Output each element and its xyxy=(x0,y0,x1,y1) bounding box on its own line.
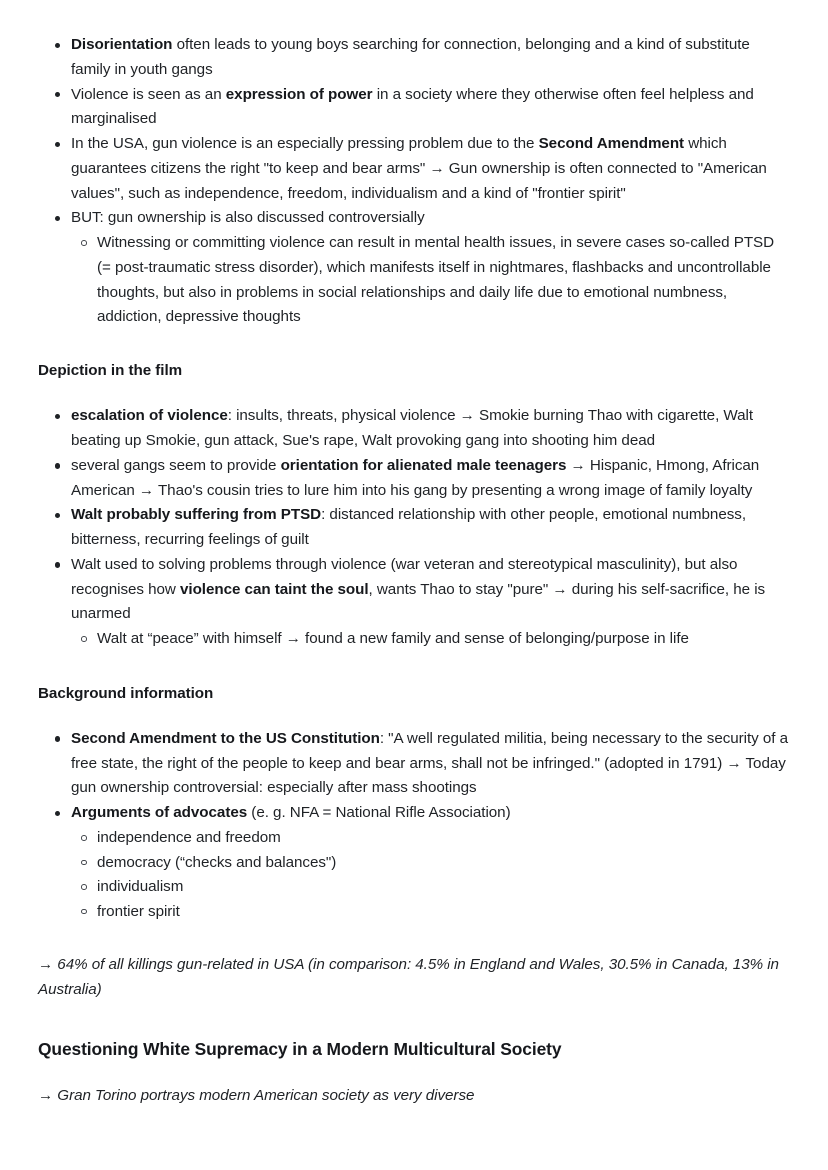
heading-depiction-in-the-film: Depiction in the film xyxy=(38,362,183,380)
text-run: , wants Thao to stay "pure" → during his self-sacrifice, he is unarmed xyxy=(71,580,766,623)
bold-run: violence can taint the soul xyxy=(180,580,369,598)
text-run: often leads to young boys searching for connection, belonging and a kind of substitute family in youth gangs xyxy=(71,36,750,78)
bullet-escalation-of-violence xyxy=(38,404,790,454)
bullet-ptsd-mental-health xyxy=(38,231,790,330)
text-run: which guarantees citizens the right "to keep and bear arms" → Gun ownership is often connected to "American values", such as independence, freedom, individualism and a kind of "frontier spirit" xyxy=(71,135,767,202)
bold-run: Arguments of advocates xyxy=(71,804,248,822)
bold-run: orientation for alienated male teenagers xyxy=(280,456,567,474)
note-gun-killing-statistics: → 64% of all killings gun-related in USA (in comparison: 4.5% in England and Wales, 30.5% in Canada, 13% in Australia) xyxy=(38,956,779,999)
list-background-information xyxy=(38,727,790,925)
text-run: BUT: gun ownership is also discussed controversially xyxy=(71,209,425,227)
text-run: (e. g. NFA = National Rifle Association) xyxy=(247,804,511,822)
text-run: Walt at “peace” with himself → found a new family and sense of belonging/purpose in life xyxy=(97,630,689,648)
text-run: → Hispanic, Hmong, African American → Thao's cousin tries to lure him into his gang by presenting a wrong image of family loyalty xyxy=(71,456,760,499)
bold-run: Second Amendment to the US Constitution xyxy=(71,729,380,747)
bold-run: expression of power xyxy=(225,85,373,103)
bold-run: Disorientation xyxy=(71,36,173,53)
heading-background-information: Background information xyxy=(38,684,214,702)
document-content xyxy=(38,33,790,1109)
text-run: individualism xyxy=(97,878,184,896)
text-run: Violence is seen as an xyxy=(71,85,226,103)
bold-run: escalation of violence xyxy=(71,407,228,425)
note-gran-torino-diverse: → Gran Torino portrays modern American society as very diverse xyxy=(38,1086,475,1104)
bullet-expression-of-power xyxy=(38,83,790,133)
list-depiction-in-the-film xyxy=(38,404,790,652)
text-run: in a society where they otherwise often feel helpless and marginalised xyxy=(71,85,754,128)
bullet-walt-at-peace xyxy=(38,627,790,652)
text-run: democracy (“checks and balances") xyxy=(97,853,337,871)
bullet-independence-and-freedom xyxy=(38,826,790,851)
bullet-walt-violence-taint-soul xyxy=(38,553,790,627)
list-violence-causes xyxy=(38,33,790,330)
text-run: Walt used to solving problems through violence (war veteran and stereotypical masculinity), but also recognises how xyxy=(71,555,738,598)
bullet-gangs-orientation xyxy=(38,454,790,504)
text-run: In the USA, gun violence is an especially pressing problem due to the xyxy=(71,135,539,153)
bullet-second-amendment-text xyxy=(38,727,790,801)
bullet-arguments-of-advocates xyxy=(38,801,790,826)
text-run: : distanced relationship with other people, emotional numbness, bitterness, recurring feelings of guilt xyxy=(71,506,746,549)
bullet-disorientation xyxy=(38,33,790,83)
text-run: Witnessing or committing violence can result in mental health issues, in severe cases so-called PTSD (= post-traumatic stress disorder), which manifests itself in nightmares, flashbacks and uncontrollable thoughts, but also in problems in social relationships and daily life due to emotional numbness, addiction, depressive thoughts xyxy=(97,234,775,326)
heading-questioning-white-supremacy: Questioning White Supremacy in a Modern Multicultural Society xyxy=(38,1038,562,1059)
bold-run: Second Amendment xyxy=(538,135,685,153)
bullet-second-amendment-usa xyxy=(38,132,790,206)
bullet-individualism xyxy=(38,875,790,900)
bullet-gun-ownership-controversial xyxy=(38,206,790,231)
text-run: independence and freedom xyxy=(97,828,281,846)
bold-run: Walt probably suffering from PTSD xyxy=(71,506,322,524)
text-run: several gangs seem to provide xyxy=(71,456,281,474)
text-run: frontier spirit xyxy=(97,902,180,920)
bullet-walt-ptsd xyxy=(38,503,790,553)
text-run: : "A well regulated militia, being necessary to the security of a free state, the right of the people to keep and bear arms, shall not be infringed." (adopted in 1791) → Today gun ownership controversial: especially after mass shootings xyxy=(71,729,789,797)
bullet-democracy-checks-and-balances xyxy=(38,851,790,876)
text-run: : insults, threats, physical violence → Smokie burning Thao with cigarette, Walt beating up Smokie, gun attack, Sue's rape, Walt provoking gang into shooting him dead xyxy=(71,407,754,449)
bullet-frontier-spirit xyxy=(38,900,790,925)
